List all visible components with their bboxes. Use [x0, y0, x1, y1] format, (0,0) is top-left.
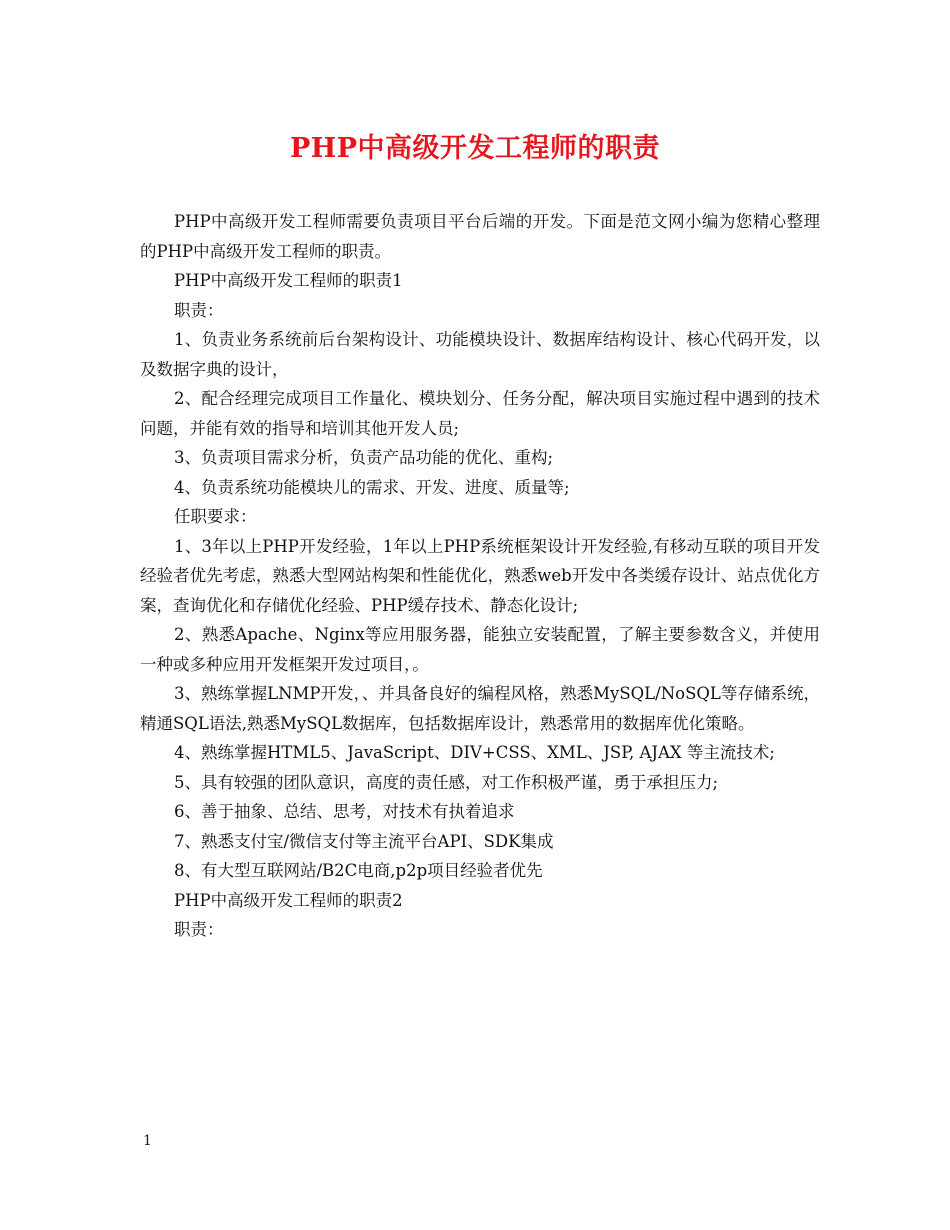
duties-label: 职责： — [174, 920, 224, 939]
duty-item: 1、负责业务系统前后台架构设计、功能模块设计、数据库结构设计、核心代码开发，以及数据字典的设计， — [140, 330, 820, 379]
requirement-item: 4、熟练掌握HTML5、JavaScript、DIV+CSS、XML、JSP, AJAX 等主流技术; — [174, 743, 775, 762]
requirement-item: 7、熟悉支付宝/微信支付等主流平台API、SDK集成 — [174, 831, 554, 851]
document-title: PHP中高级开发工程师的职责 — [289, 133, 661, 164]
requirement-item: 2、熟悉Apache、Nginx等应用服务器，能独立安装配置，了解主要参数含义，并使用一种或多种应用开发框架开发过项目，。 — [140, 625, 820, 674]
duties-label: 职责： — [174, 300, 224, 320]
duty-item: 2、配合经理完成项目工作量化、模块划分、任务分配，解决项目实施过程中遇到的技术问题，并能有效的指导和培训其他开发人员; — [140, 389, 820, 438]
section-heading-1: PHP中高级开发工程师的职责1 — [174, 271, 403, 290]
duty-item: 4、负责系统功能模块儿的需求、开发、进度、质量等; — [174, 477, 570, 497]
requirement-item: 5、具有较强的团队意识，高度的责任感，对工作积极严谨，勇于承担压力; — [174, 772, 719, 792]
intro-paragraph: PHP中高级开发工程师需要负责项目平台后端的开发。下面是范文网小编为您精心整理的PHP中高级开发工程师的职责。 — [140, 212, 820, 261]
requirement-item: 6、善于抽象、总结、思考，对技术有执着追求 — [174, 802, 515, 821]
requirement-item: 8、有大型互联网站/B2C电商,p2p项目经验者优先 — [174, 861, 543, 880]
section-heading-2: PHP中高级开发工程师的职责2 — [174, 890, 403, 910]
requirements-label: 任职要求： — [174, 507, 257, 526]
document-body — [140, 207, 820, 945]
duty-item: 3、负责项目需求分析，负责产品功能的优化、重构; — [174, 448, 554, 467]
requirement-item: 3、熟练掌握LNMP开发，、并具备良好的编程风格，熟悉MySQL/NoSQL等存储系统，精通SQL语法,熟悉MySQL数据库，包括数据库设计，熟悉常用的数据库优化策略。 — [140, 684, 820, 733]
page-number: 1 — [143, 1133, 152, 1149]
requirement-item: 1、3年以上PHP开发经验，1年以上PHP系统框架设计开发经验,有移动互联的项目开发经验者优先考虑，熟悉大型网站构架和性能优化，熟悉web开发中各类缓存设计、站点优化方案，查询优化和存储优化经验、PHP缓存技术、静态化设计; — [140, 536, 820, 615]
